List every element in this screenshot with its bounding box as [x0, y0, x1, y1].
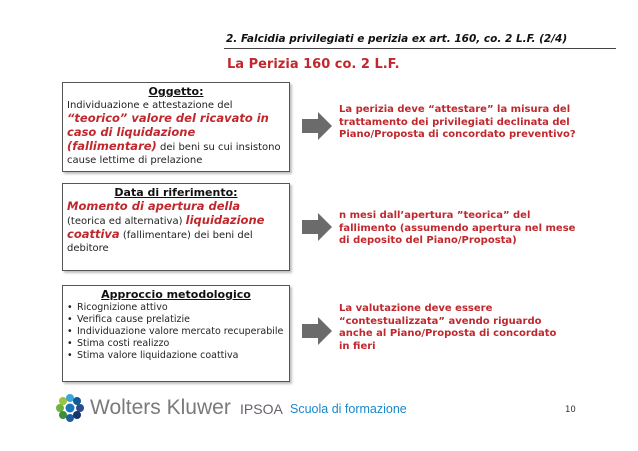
arrow-right-icon — [302, 112, 332, 140]
section-title: 2. Falcidia privilegiati e perizia ex art. 160, co. 2 L.F. (2/4) — [226, 33, 568, 45]
ipsoa-label: IPSOA — [240, 401, 283, 417]
oggetto-line-2: “teorico” valore del ricavato in caso di liquidazione (fallimentare) — [67, 111, 269, 153]
oggetto-conclusion: La perizia deve “attestare” la misura del trattamento dei privilegiati declinata del Piano/Proposta di concordato preventivo? — [339, 104, 576, 140]
data-line-2: (teorica ed alternativa) — [67, 216, 186, 227]
brand-name: Wolters Kluwer — [90, 396, 231, 419]
oggetto-box-body — [67, 99, 285, 167]
list-item: • Stima valore liquidazione coattiva — [77, 350, 285, 362]
list-item: • Verifica cause prelatizie — [77, 314, 285, 326]
approccio-box — [62, 285, 290, 382]
list-item: • Individuazione valore mercato recuperabile — [77, 326, 285, 338]
approccio-box-title: Approccio metodologico — [101, 288, 251, 301]
data-line-4: (fallimentare) dei beni del debitore — [67, 230, 253, 254]
oggetto-box-title: Oggetto: — [148, 85, 204, 98]
approccio-list — [67, 302, 285, 362]
list-item: • Ricognizione attivo — [77, 302, 285, 314]
data-riferimento-box-body — [67, 200, 285, 255]
oggetto-line-1: Individuazione e attestazione del — [67, 100, 233, 111]
data-riferimento-box — [62, 183, 290, 271]
wolters-kluwer-logo-icon — [55, 393, 85, 423]
oggetto-line-3: dei beni su cui insistono cause lettime di prelazione — [67, 142, 281, 166]
slide-title: La Perizia 160 co. 2 L.F. — [227, 57, 400, 72]
arrow-right-icon — [302, 213, 332, 241]
data-line-1: Momento di apertura della — [67, 199, 241, 213]
approccio-conclusion: La valutazione deve essere “contestualizzata” avendo riguardo anche al Piano/Proposta di concordato in fieri — [339, 303, 557, 352]
arrow-right-icon — [302, 317, 332, 345]
data-riferimento-box-title: Data di riferimento: — [114, 186, 238, 199]
page-number: 10 — [565, 405, 576, 415]
scuola-label: Scuola di formazione — [290, 402, 407, 416]
list-item: • Stima costi realizzo — [77, 338, 285, 350]
header-divider — [224, 48, 616, 49]
oggetto-box — [62, 82, 290, 172]
data-line-3: liquidazione coattiva — [67, 213, 265, 241]
data-riferimento-conclusion: n mesi dall’apertura ”teorica” del fallimento (assumendo apertura nel mese di deposito del Piano/Proposta) — [339, 210, 576, 246]
